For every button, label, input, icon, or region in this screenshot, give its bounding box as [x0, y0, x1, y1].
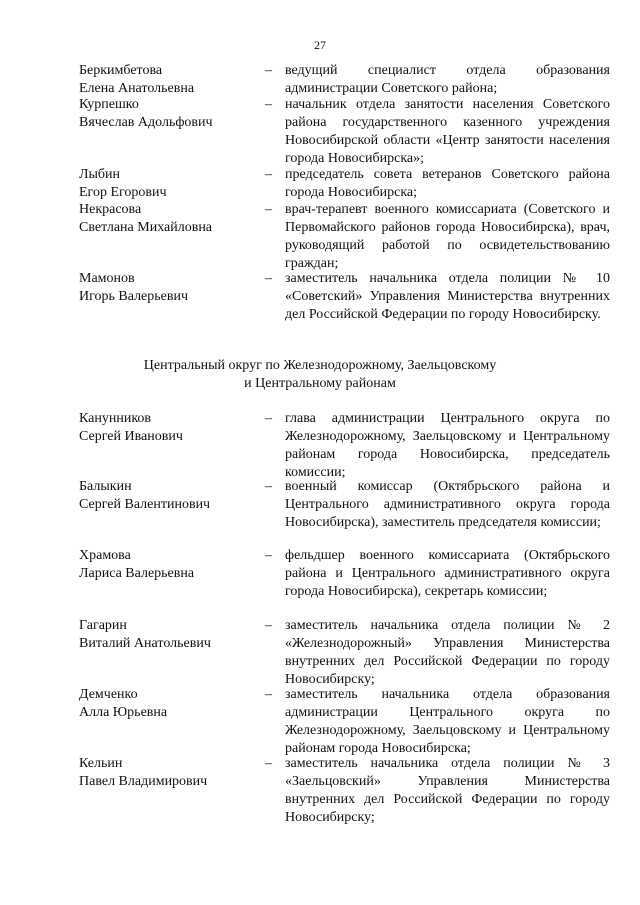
member-name	[79, 410, 264, 446]
member-surname: Балыкин	[79, 479, 132, 494]
section-heading-line-2: и Центральному районам	[244, 376, 396, 391]
member-position: начальник отдела занятости населения Советского района государственного казенного учреждения Новосибирской области «Центр занятости населения города Новосибирска»;	[285, 97, 610, 166]
member-given-names: Павел Владимирович	[79, 774, 208, 789]
member-surname: Лыбин	[79, 167, 121, 182]
member-given-names: Сергей Валентинович	[79, 497, 211, 512]
member-position: заместитель начальника отдела полиции № 10 «Советский» Управления Министерства внутренних дел Российской Федерации по городу Новосибирску.	[285, 271, 610, 322]
member-surname: Кельин	[79, 756, 123, 771]
member-surname: Храмова	[79, 548, 131, 563]
section-heading	[0, 357, 640, 393]
member-name	[79, 201, 264, 237]
member-given-names: Алла Юрьевна	[79, 705, 168, 720]
member-name	[79, 166, 264, 202]
member-name	[79, 62, 264, 98]
member-surname: Канунников	[79, 411, 152, 426]
separator-dash: –	[265, 271, 272, 286]
page-number: 27	[314, 38, 326, 52]
member-surname: Демченко	[79, 687, 138, 702]
member-name	[79, 270, 264, 306]
member-given-names: Сергей Иванович	[79, 429, 183, 444]
separator-dash: –	[265, 63, 272, 78]
member-given-names: Егор Егорович	[79, 185, 167, 200]
section-heading-line-1: Центральный округ по Железнодорожному, Заельцовскому	[143, 358, 497, 373]
separator-dash: –	[265, 479, 272, 494]
separator-dash: –	[265, 202, 272, 217]
member-name	[79, 686, 264, 722]
member-position: председатель совета ветеранов Советского района города Новосибирска;	[285, 167, 610, 200]
separator-dash: –	[265, 618, 272, 633]
separator-dash: –	[265, 756, 272, 771]
member-position: военный комиссар (Октябрьского района и Центрального административного округа города Новосибирска), заместитель председателя комиссии;	[285, 479, 610, 530]
member-surname: Мамонов	[79, 271, 135, 286]
member-name	[79, 617, 264, 653]
member-position: заместитель начальника отдела полиции № 2 «Железнодорожный» Управления Министерства внутренних дел Российской Федерации по городу Новосибирску;	[285, 618, 610, 687]
member-position: врач-терапевт военного комиссариата (Советского и Первомайского районов города Новосибирска), врач, руководящий работой по освидетельствованию граждан;	[285, 202, 610, 271]
member-position: заместитель начальника отдела образования администрации Центрального округа по Железнодорожному, Заельцовскому и Центральному районам города Новосибирска;	[285, 687, 610, 756]
member-name	[79, 478, 264, 514]
member-surname: Гагарин	[79, 618, 127, 633]
member-given-names: Вячеслав Адольфович	[79, 115, 213, 130]
member-name	[79, 755, 264, 791]
member-given-names: Виталий Анатольевич	[79, 636, 211, 651]
separator-dash: –	[265, 97, 272, 112]
separator-dash: –	[265, 687, 272, 702]
separator-dash: –	[265, 167, 272, 182]
member-surname: Курпешко	[79, 97, 139, 112]
member-name	[79, 96, 264, 132]
separator-dash: –	[265, 411, 272, 426]
member-surname: Некрасова	[79, 202, 142, 217]
member-given-names: Елена Анатольевна	[79, 81, 195, 96]
member-given-names: Игорь Валерьевич	[79, 289, 189, 304]
member-given-names: Светлана Михайловна	[79, 220, 213, 235]
member-name	[79, 547, 264, 583]
member-position: ведущий специалист отдела образования администрации Советского района;	[285, 63, 610, 96]
member-position: глава администрации Центрального округа по Железнодорожному, Заельцовскому и Центральному районам города Новосибирска, председатель комиссии;	[285, 411, 610, 480]
member-position: заместитель начальника отдела полиции № 3 «Заельцовский» Управления Министерства внутренних дел Российской Федерации по городу Новосибирску;	[285, 756, 610, 825]
member-given-names: Лариса Валерьевна	[79, 566, 195, 581]
member-surname: Беркимбетова	[79, 63, 163, 78]
separator-dash: –	[265, 548, 272, 563]
member-position: фельдшер военного комиссариата (Октябрьского района и Центрального административного округа города Новосибирска), секретарь комиссии;	[285, 548, 610, 599]
